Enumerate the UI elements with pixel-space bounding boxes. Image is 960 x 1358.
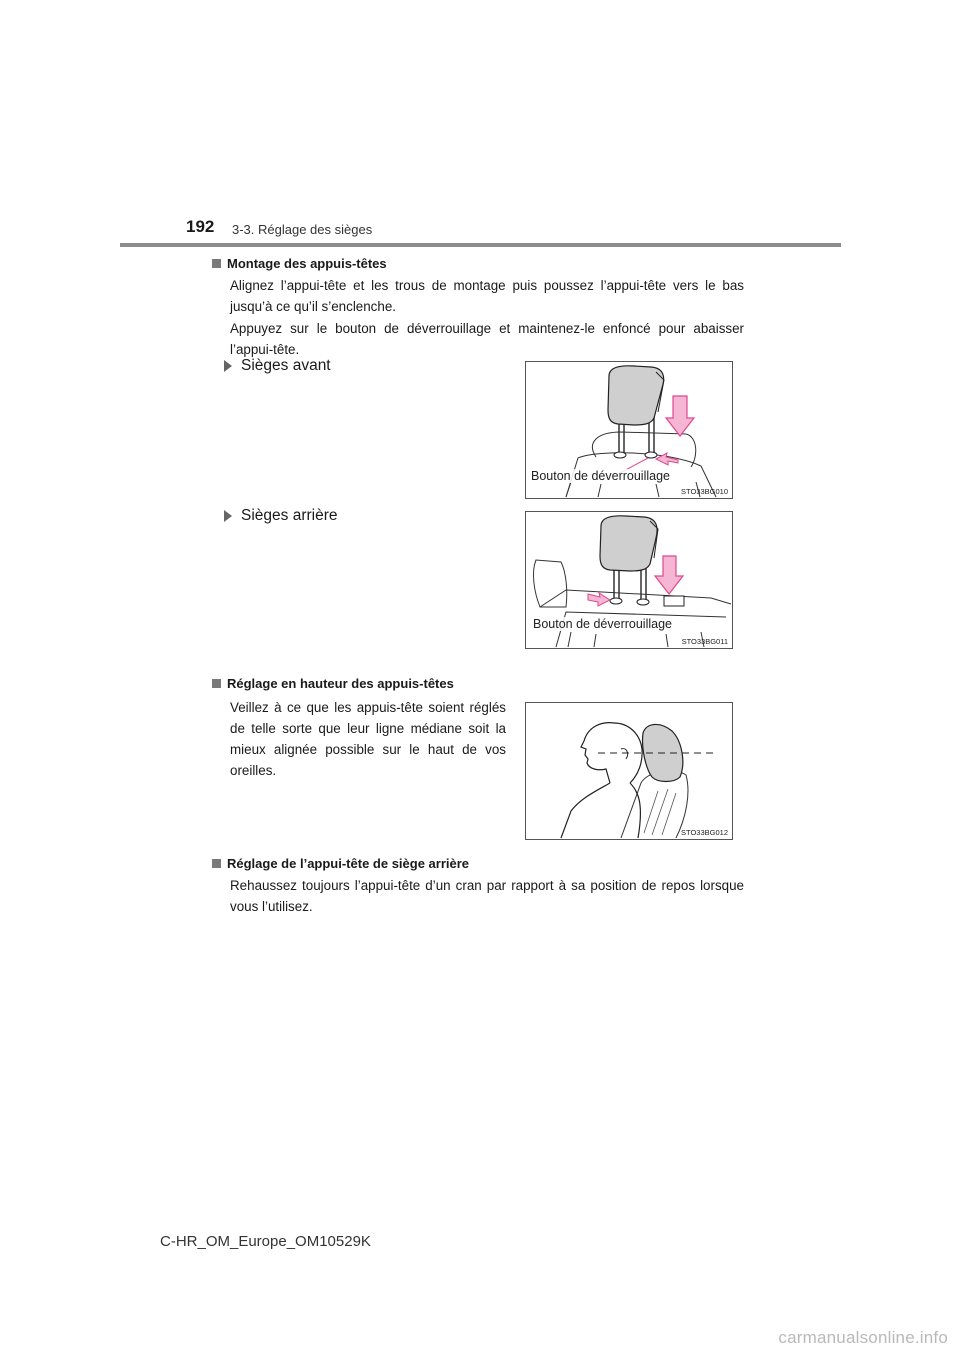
square-bullet-icon <box>212 259 221 268</box>
heading-rear-headrest-text: Réglage de l’appui-tête de siège arrière <box>227 856 470 871</box>
heading-rear-headrest <box>212 856 469 871</box>
heading-mounting-text: Montage des appuis-têtes <box>227 256 387 271</box>
callout-release-button-rear: Bouton de déverrouillage <box>533 617 672 631</box>
callout-release-button-front: Bouton de déverrouillage <box>531 469 670 483</box>
heading-mounting <box>212 256 387 271</box>
paragraph-height-adjustment: Veillez à ce que les appuis-tête soient réglés de telle sorte que leur ligne médiane soit la mieux alignée possible sur le haut de vos oreilles. <box>230 700 506 778</box>
headrest-alignment-illustration <box>526 703 732 839</box>
paragraph-mounting-2: Appuyez sur le bouton de déverrouillage et maintenez-le enfoncé pour abaisser l’appui-tête. <box>230 321 744 357</box>
page-number: 192 <box>186 217 215 236</box>
watermark: carmanualsonline.info <box>778 1328 948 1347</box>
figure-rear-seat-headrest <box>525 511 733 649</box>
heading-height-adjustment-text: Réglage en hauteur des appuis-têtes <box>227 676 454 691</box>
figure-code-front: STO33BG010 <box>681 487 728 496</box>
document-id: C-HR_OM_Europe_OM10529K <box>160 1233 371 1250</box>
paragraph-rear-headrest: Rehaussez toujours l’appui-tête d’un cran par rapport à sa position de repos lorsque vous l’utilisez. <box>230 878 744 914</box>
header-divider <box>120 243 841 247</box>
figure-code-rear: STO33BG011 <box>681 637 728 646</box>
triangle-bullet-icon <box>224 510 232 522</box>
section-title: 3-3. Réglage des sièges <box>232 222 373 237</box>
heading-height-adjustment <box>212 676 454 691</box>
subheading-rear-seats <box>224 507 338 525</box>
subheading-front-seats <box>224 357 331 375</box>
figure-front-seat-headrest <box>525 361 733 499</box>
figure-code-alignment: STO33BG012 <box>681 828 728 837</box>
subheading-rear-seats-text: Sièges arrière <box>241 507 338 524</box>
paragraph-mounting-1: Alignez l’appui-tête et les trous de montage puis poussez l’appui-tête vers le bas jusqu’à ce qu’il s’enclenche. <box>230 278 744 314</box>
triangle-bullet-icon <box>224 360 232 372</box>
square-bullet-icon <box>212 679 221 688</box>
square-bullet-icon <box>212 859 221 868</box>
figure-headrest-alignment <box>525 702 733 840</box>
subheading-front-seats-text: Sièges avant <box>241 357 331 374</box>
